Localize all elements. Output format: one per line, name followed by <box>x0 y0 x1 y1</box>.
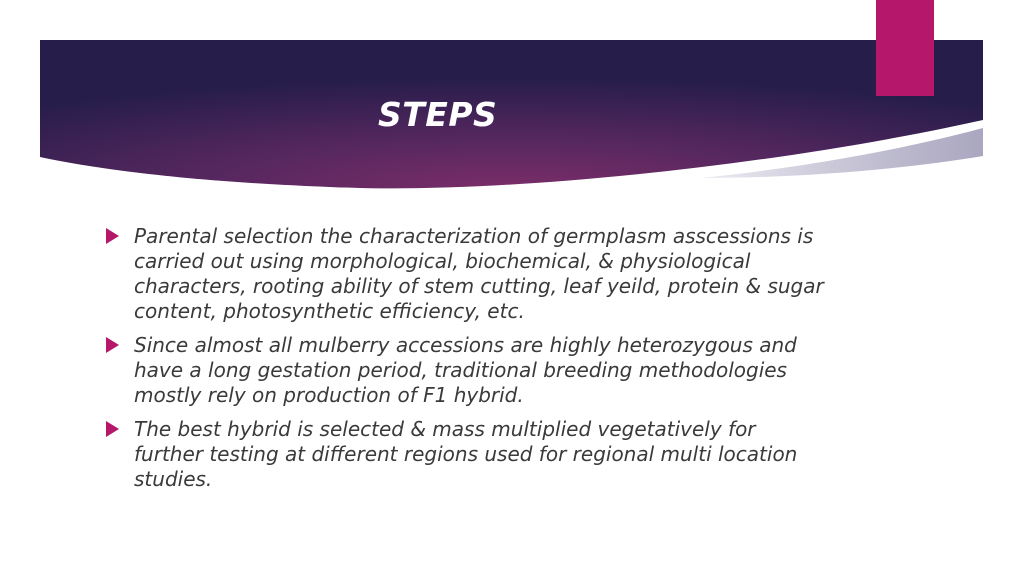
accent-tab <box>876 0 934 96</box>
bullet-item <box>104 333 824 408</box>
right-triangle-icon <box>106 228 119 244</box>
bullet-text: Parental selection the characterization of germplasm asscessions is carried out using morphological, biochemical, & physiological characters, rooting ability of stem cutting, leaf yeild, protein & sugar content, photosynthetic efficiency, etc. <box>134 224 824 323</box>
right-triangle-icon <box>106 337 119 353</box>
bullet-text: The best hybrid is selected & mass multiplied vegetatively for further testing at different regions used for regional multi location studies. <box>134 417 798 491</box>
bullet-text: Since almost all mulberry accessions are highly heterozygous and have a long gestation period, traditional breeding methodologies mostly rely on production of F1 hybrid. <box>134 333 797 407</box>
title-banner <box>0 0 1024 200</box>
right-triangle-icon <box>106 421 119 437</box>
bullet-list <box>104 224 824 501</box>
bullet-item <box>104 224 824 324</box>
slide-title: STEPS <box>378 95 498 134</box>
bullet-item <box>104 417 824 492</box>
